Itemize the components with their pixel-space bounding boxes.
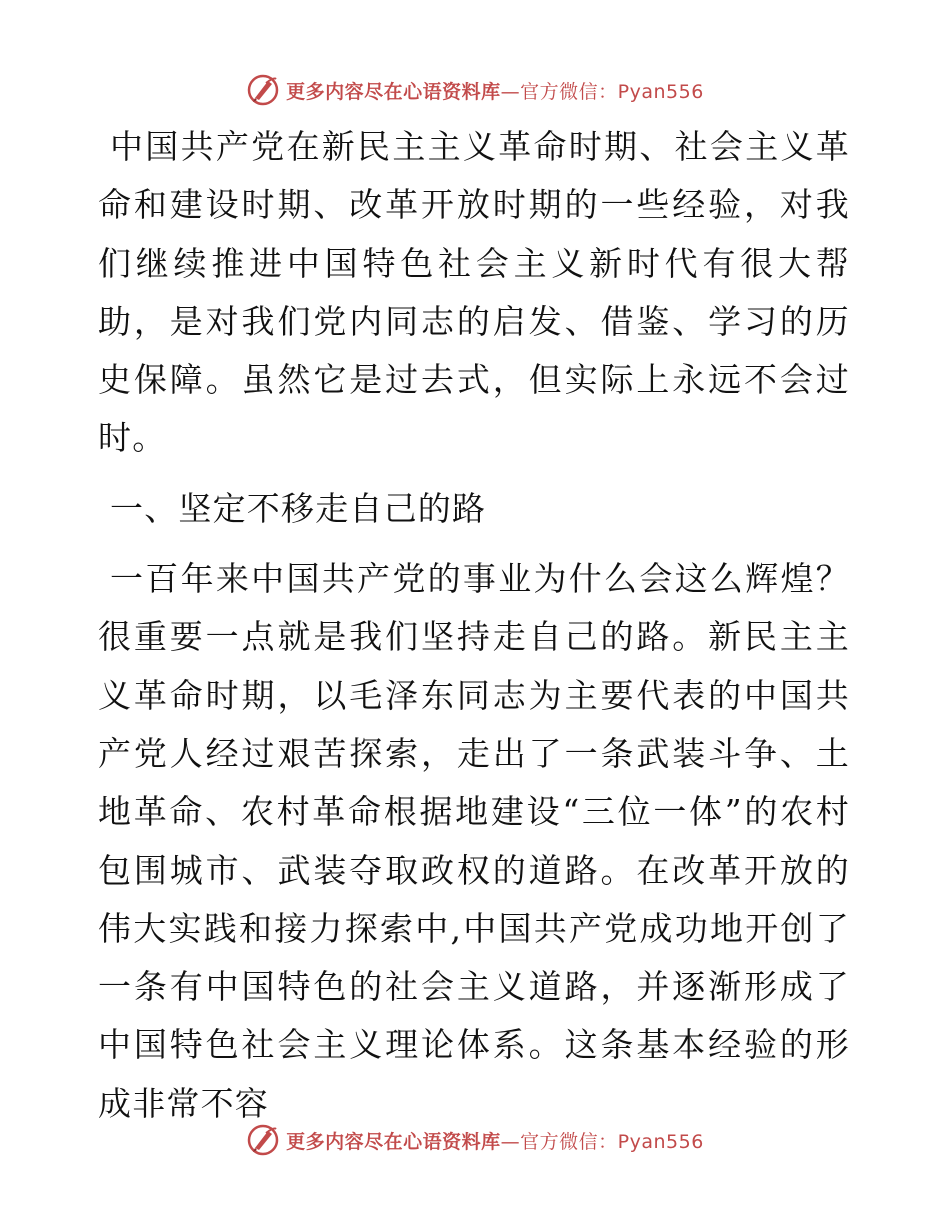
footer-watermark-text — [286, 1127, 704, 1154]
header-watermark-text — [286, 77, 704, 104]
footer-brand-text: 更多内容尽在心语资料库 — [286, 1130, 501, 1153]
document-body — [98, 118, 850, 1133]
quill-pen-logo-icon — [246, 73, 280, 107]
quill-pen-logo-icon — [246, 1123, 280, 1157]
header-contact-text: —官方微信：Pyan556 — [500, 80, 704, 103]
footer-watermark — [0, 1120, 950, 1160]
header-watermark — [0, 70, 950, 110]
header-brand-text: 更多内容尽在心语资料库 — [286, 80, 501, 103]
paragraph-section-1: 一百年来中国共产党的事业为什么会这么辉煌？很重要一点就是我们坚持走自己的路。新民主主义革命时期，以毛泽东同志为主要代表的中国共产党人经过艰苦探索，走出了一条武装斗争、土地革命、农村革命根据地建设“三位一体”的农村包围城市、武装夺取政权的道路。在改革开放的伟大实践和接力探索中,中国共产党成功地开创了一条有中国特色的社会主义道路，并逐渐形成了中国特色社会主义理论体系。这条基本经验的形成非常不容 — [98, 559, 850, 1123]
paragraph-intro: 中国共产党在新民主主义革命时期、社会主义革命和建设时期、改革开放时期的一些经验，对我们继续推进中国特色社会主义新时代有很大帮助，是对我们党内同志的启发、借鉴、学习的历史保障。虽然它是过去式，但实际上永远不会过时。 — [98, 127, 850, 458]
section-heading: 一、坚定不移走自己的路 — [110, 488, 487, 528]
footer-contact-text: —官方微信：Pyan556 — [500, 1130, 704, 1153]
